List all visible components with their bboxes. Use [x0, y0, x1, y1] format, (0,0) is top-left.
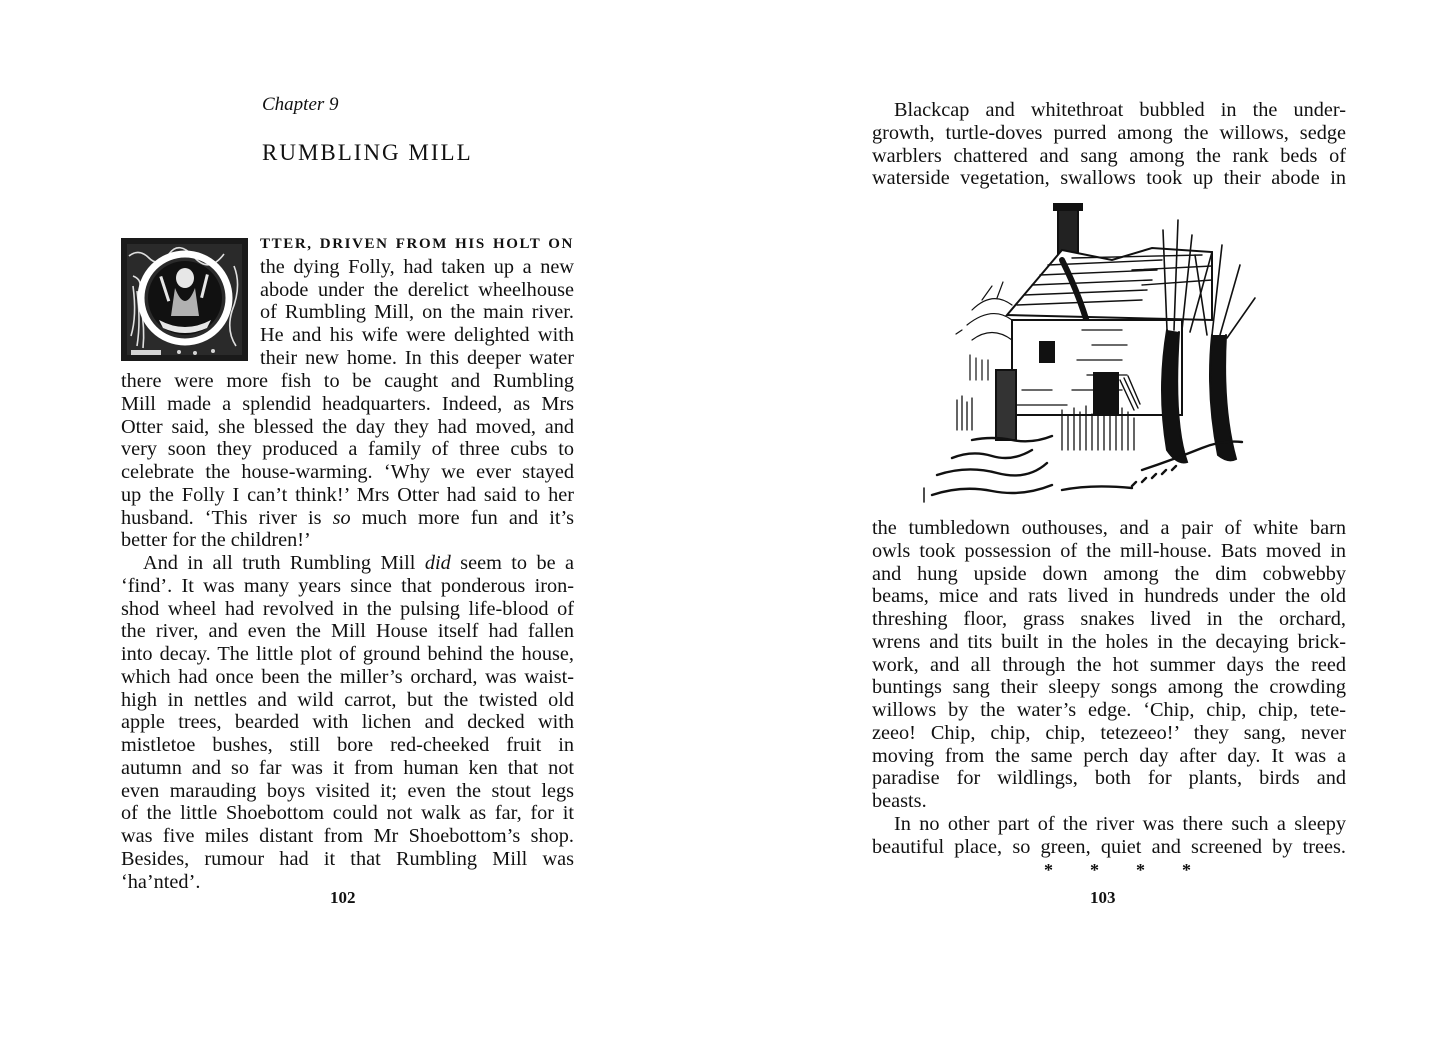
text-line: ‘find’. It was many years since that ponderous iron-	[121, 574, 574, 597]
text-line: better for the children!’	[121, 529, 311, 552]
text-line: threshing floor, grass snakes lived in the orchard,	[872, 608, 1346, 630]
text-line: zeeo! Chip, chip, chip, tetezeeo!’ they sang, never	[872, 721, 1346, 744]
text-line: very soon they produced a family of three cubs to	[121, 438, 574, 461]
text-line: of the little Shoebottom could not walk as far, for it	[121, 802, 574, 825]
text-line: He and his wife were delighted with	[260, 324, 574, 346]
text-line: Mill made a splendid headquarters. Indeed, as Mrs	[121, 392, 574, 415]
text-line: warblers chattered and sang among the rank beds of	[872, 144, 1346, 167]
text-line: autumn and so far was it from human ken that not	[121, 756, 574, 779]
right-body-text-top	[872, 99, 1346, 190]
text-line: beams, mice and rats lived in hundreds under the old	[872, 585, 1346, 608]
chapter-title: RUMBLING MILL	[262, 140, 473, 165]
text-line	[121, 507, 574, 530]
asterisk: *	[1044, 860, 1053, 880]
left-page	[0, 0, 722, 1046]
text-line: work, and all through the hot summer days the reed	[872, 653, 1346, 676]
text-line: celebrate the house-warming. ‘Why we ever stayed	[121, 461, 574, 483]
text-line: even marauding boys visited it; even the stout legs	[121, 779, 574, 802]
asterisk: *	[1090, 860, 1099, 880]
text-line: Otter said, she blessed the day they had moved, and	[121, 415, 574, 438]
text-line: up the Folly I can’t think!’ Mrs Otter had said to her	[121, 483, 574, 506]
text-line: growth, turtle-doves purred among the willows, sedge	[872, 121, 1346, 144]
italic-emphasis: so	[332, 506, 351, 529]
text-fragment: And in all truth Rumbling Mill	[143, 552, 416, 574]
asterisk: *	[1136, 860, 1145, 880]
text-line: beasts.	[872, 790, 927, 812]
text-line: which had once been the miller’s orchard, was waist-	[121, 665, 574, 688]
text-line: ‘ha’nted’.	[121, 870, 201, 893]
text-line: abode under the derelict wheelhouse	[260, 278, 574, 301]
section-break-asterisks	[1044, 860, 1228, 881]
mill-house-illustration	[912, 200, 1257, 505]
text-fragment: seem to be a	[460, 552, 574, 574]
right-page	[722, 0, 1445, 1046]
left-body-text	[121, 370, 574, 893]
text-line: the river, and even the Mill House itself had fallen	[121, 620, 574, 643]
drop-cap-woodcut-icon	[119, 236, 250, 363]
text-line: Blackcap and whitethroat bubbled in the under-	[894, 99, 1346, 121]
text-line: mistletoe bushes, still bore red-cheeked fruit in	[121, 734, 574, 756]
text-line: Besides, rumour had it that Rumbling Mill was	[121, 847, 574, 870]
page-number-left: 102	[330, 888, 356, 907]
italic-emphasis: did	[424, 552, 451, 574]
text-line: shod wheel had revolved in the pulsing life-blood of	[121, 597, 574, 620]
text-line: there were more fish to be caught and Rumbling	[121, 370, 574, 392]
text-line: into decay. The little plot of ground behind the house,	[121, 643, 574, 665]
text-line: the dying Folly, had taken up a new	[260, 255, 574, 278]
text-line	[121, 552, 574, 575]
text-line: the tumbledown outhouses, and a pair of white barn	[872, 517, 1346, 539]
text-line: wrens and tits built in the holes in the decaying brick-	[872, 630, 1346, 653]
text-line: moving from the same perch day after day. It was a	[872, 744, 1346, 767]
chapter-label: Chapter 9	[262, 94, 339, 115]
text-line: paradise for wildlings, both for plants, birds and	[872, 767, 1346, 790]
text-line: apple trees, bearded with lichen and decked with	[121, 711, 574, 734]
text-line: willows by the water’s edge. ‘Chip, chip, chip, tete-	[872, 699, 1346, 721]
text-line: waterside vegetation, swallows took up their abode in	[872, 167, 1346, 190]
text-line: In no other part of the river was there such a sleepy	[894, 812, 1346, 835]
text-line: their new home. In this deeper water	[260, 346, 574, 369]
text-line: owls took possession of the mill-house. Bats moved in	[872, 539, 1346, 562]
opening-smallcaps: TTER, DRIVEN FROM HIS HOLT ON	[260, 236, 574, 252]
text-line: high in nettles and wild carrot, but the twisted old	[121, 688, 574, 711]
text-line: buntings sang their sleepy songs among the crowding	[872, 676, 1346, 699]
text-line: and hung upside down among the dim cobwebby	[872, 562, 1346, 585]
opening-paragraph-dropcap-lines	[260, 233, 574, 370]
asterisk: *	[1182, 860, 1191, 880]
right-body-text-bottom	[872, 517, 1346, 858]
text-fragment: husband. ‘This river is	[121, 506, 322, 529]
text-line: was five miles distant from Mr Shoebottom’s shop.	[121, 825, 574, 847]
page-number-right: 103	[1090, 888, 1116, 907]
text-fragment: much more fun and it’s	[361, 506, 574, 529]
text-line: of Rumbling Mill, on the main river.	[260, 301, 574, 324]
text-line: beautiful place, so green, quiet and screened by trees.	[872, 835, 1346, 858]
